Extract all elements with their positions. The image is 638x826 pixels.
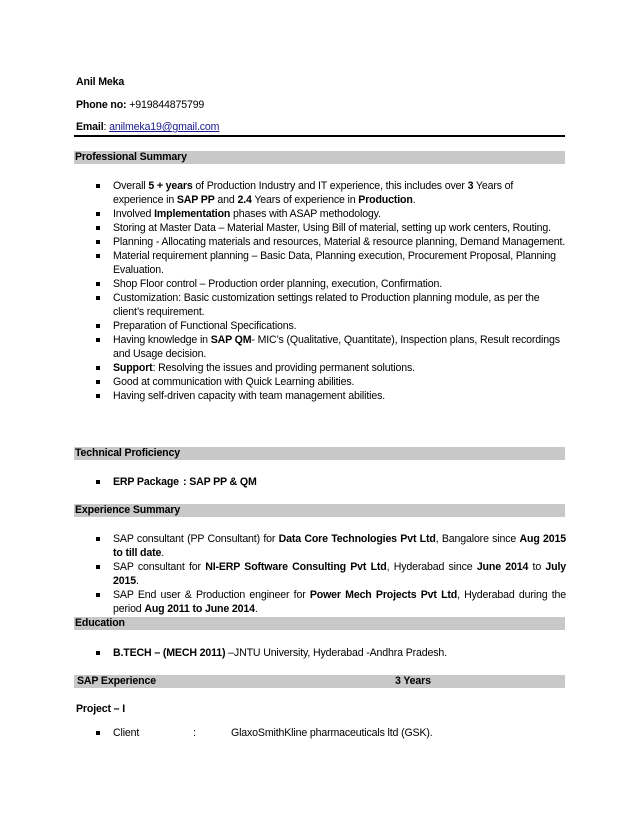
- list-item: [96, 646, 566, 660]
- list-item: [96, 389, 566, 403]
- list-item-text: - MIC’s (Qualitative, Quantitate), Inspection plans, Result recordings and Usage decision.: [113, 334, 560, 360]
- list-item-text: .: [254, 603, 258, 615]
- phone-line: [76, 99, 204, 112]
- list-item-text: Data Core Technologies Pvt Ltd: [278, 533, 436, 545]
- erp-package-value: SAP PP & QM: [189, 476, 257, 488]
- email-line: [76, 121, 219, 134]
- list-item: [96, 333, 566, 361]
- list-item: [96, 726, 566, 740]
- list-item-text: .: [161, 547, 165, 559]
- email-separator: :: [103, 121, 107, 133]
- sap-experience-years: 3 Years: [395, 675, 431, 687]
- list-item-text: SAP PP: [176, 194, 215, 206]
- client-separator: :: [193, 727, 196, 739]
- list-item-text: 5 + years: [148, 180, 193, 192]
- list-item-text: .: [412, 194, 416, 206]
- client-value: GlaxoSmithKline pharmaceuticals ltd (GSK).: [231, 727, 433, 739]
- list-item-text: Overall: [113, 180, 149, 192]
- list-item-text: 3: [467, 180, 474, 192]
- list-item-text: Implementation: [154, 208, 231, 220]
- list-item-text: Production: [358, 194, 413, 206]
- email-link[interactable]: anilmeka19@gmail.com: [109, 121, 220, 133]
- list-item: [96, 249, 566, 277]
- project-title: Project – I: [76, 703, 125, 715]
- list-item-text: to: [528, 561, 546, 573]
- list-item-text: 2.4: [237, 194, 252, 206]
- list-item: [96, 560, 566, 588]
- list-item-text: and: [214, 194, 238, 206]
- list-item: [96, 221, 566, 235]
- education-degree: B.TECH – (MECH 2011): [113, 647, 226, 659]
- list-item: [96, 277, 566, 291]
- list-item-text: Good at communication with Quick Learning abilities.: [113, 376, 355, 388]
- list-item: [96, 375, 566, 389]
- list-item: [96, 361, 566, 375]
- list-item-text: Aug 2011 to June 2014: [144, 603, 255, 615]
- phone-value: +919844875799: [129, 99, 205, 111]
- candidate-name: Anil Meka: [76, 76, 125, 88]
- technical-proficiency-heading: Technical Proficiency: [74, 447, 565, 460]
- sap-experience-title: SAP Experience: [77, 675, 156, 687]
- list-item-text: Power Mech Projects Pvt Ltd: [309, 589, 458, 601]
- list-item: [96, 475, 566, 489]
- list-item: [96, 532, 566, 560]
- list-item-text: NI-ERP Software Consulting Pvt Ltd: [205, 561, 387, 573]
- email-label: Email: [76, 121, 104, 133]
- list-item-text: Having self-driven capacity with team management abilities.: [113, 390, 386, 402]
- list-item-text: July 2015: [113, 561, 566, 587]
- list-item-text: Customization: Basic customization settings related to Production planning module, as per the client’s requirement.: [113, 292, 540, 318]
- erp-package-separator: :: [183, 476, 187, 488]
- client-label: Client: [113, 727, 140, 739]
- sap-experience-heading: [74, 675, 565, 688]
- list-item-text: SAP consultant (PP Consultant) for: [113, 533, 279, 545]
- list-item-text: .: [135, 575, 139, 587]
- list-item-text: SAP End user & Production engineer for: [113, 589, 310, 601]
- education-details: –JNTU University, Hyderabad -Andhra Pradesh.: [225, 647, 447, 659]
- list-item-text: Having knowledge in: [113, 334, 211, 346]
- education-heading: Education: [74, 617, 565, 630]
- list-item-text: : Resolving the issues and providing permanent solutions.: [152, 362, 415, 374]
- list-item-text: Planning - Allocating materials and resources, Material & resource planning, Demand Management.: [113, 236, 566, 248]
- list-item-text: Years of experience in: [113, 180, 514, 206]
- list-item-text: Storing at Master Data – Material Master, Using Bill of material, setting up work centers, Routing.: [113, 222, 551, 234]
- list-item-text: Years of experience in: [251, 194, 359, 206]
- list-item-text: SAP QM: [210, 334, 252, 346]
- list-item-text: Preparation of Functional Specifications.: [113, 320, 297, 332]
- list-item: [96, 235, 566, 249]
- list-item-text: phases with ASAP methodology.: [230, 208, 381, 220]
- list-item-text: of Production Industry and IT experience, this includes over: [192, 180, 468, 192]
- list-item-text: SAP consultant for: [113, 561, 206, 573]
- list-item: [96, 319, 566, 333]
- list-item-text: , Bangalore since: [435, 533, 520, 545]
- list-item: [96, 207, 566, 221]
- list-item-text: Aug 2015 to till date: [113, 533, 566, 559]
- list-item-text: Support: [113, 362, 153, 374]
- experience-summary-heading: Experience Summary: [74, 504, 565, 517]
- list-item-text: Involved: [113, 208, 155, 220]
- professional-summary-list: [96, 179, 566, 403]
- professional-summary-heading: Professional Summary: [74, 151, 565, 164]
- list-item-text: June 2014: [476, 561, 529, 573]
- phone-label: Phone no:: [76, 99, 127, 111]
- list-item-text: , Hyderabad during the period: [113, 589, 566, 615]
- list-item-text: , Hyderabad since: [386, 561, 477, 573]
- list-item: [96, 588, 566, 616]
- project-details-list: [96, 726, 566, 740]
- list-item-text: Shop Floor control – Production order planning, execution, Confirmation.: [113, 278, 442, 290]
- list-item: [96, 291, 566, 319]
- education-list: [96, 646, 566, 660]
- header-divider: [74, 135, 565, 137]
- list-item: [96, 179, 566, 207]
- list-item-text: Material requirement planning – Basic Data, Planning execution, Procurement Proposal, Planning Evaluation.: [113, 250, 556, 276]
- experience-summary-list: [96, 532, 566, 616]
- erp-package-label: ERP Package: [113, 476, 179, 488]
- technical-proficiency-list: [96, 475, 566, 489]
